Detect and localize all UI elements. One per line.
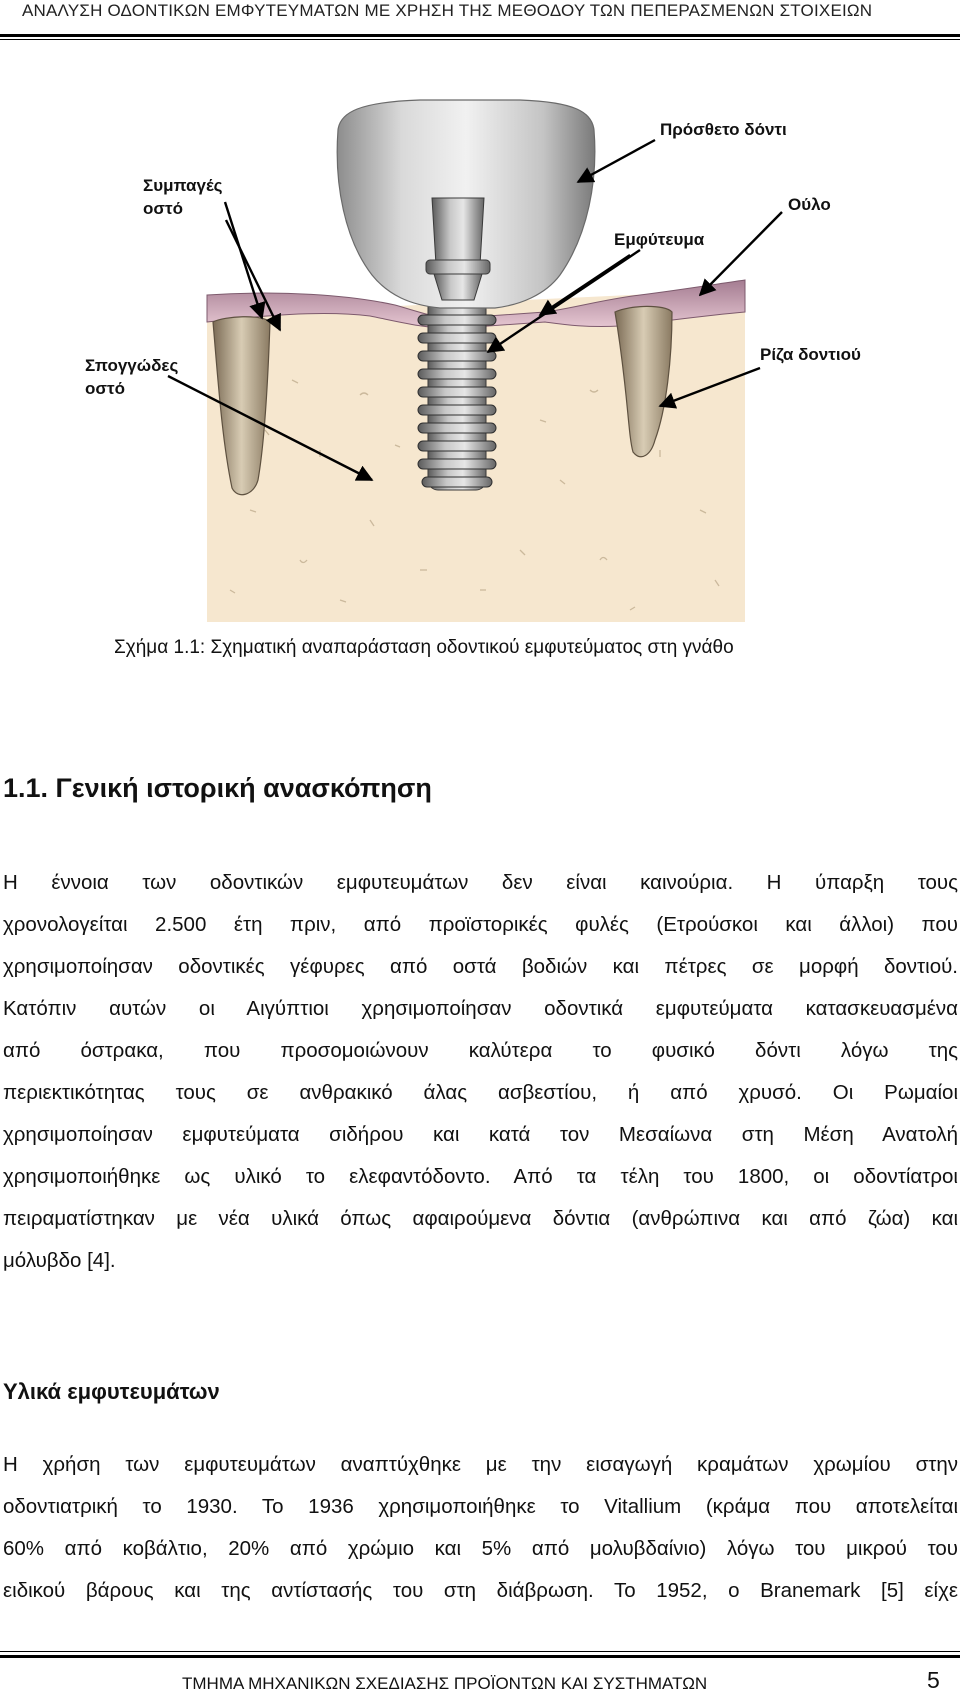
- header-rule-thick: [0, 34, 960, 37]
- paragraph-line: χρησιμοποιήθηκε ως υλικό το ελεφαντόδοντο. Από τα τέλη του 1800, οι οδοντίατροι: [3, 1165, 958, 1188]
- paragraph-line: χρονολογείται 2.500 έτη πριν, από προϊστορικές φυλές (Ετρούσκοι και άλλοι) που: [3, 913, 958, 936]
- paragraph-line: Η έννοια των οδοντικών εμφυτευμάτων δεν είναι καινούρια. Η ύπαρξη τους: [3, 871, 958, 894]
- paragraph-line: μόλυβδο [4].: [3, 1249, 116, 1272]
- figure-caption: Σχήμα 1.1: Σχηματική αναπαράσταση οδοντικού εμφυτεύματος στη γνάθο: [114, 637, 734, 658]
- subsection-heading: Υλικά εμφυτευμάτων: [3, 1379, 220, 1404]
- label-compact-bone-line2: οστό: [143, 199, 183, 218]
- paragraph-line: οδοντιατρική το 1930. Το 1936 χρησιμοποιήθηκε το Vitallium (κράμα που αποτελείται: [3, 1495, 958, 1518]
- paragraph-line: χρησιμοποίησαν οδοντικές γέφυρες από οστά βοδιών και πέτρες σε μορφή δοντιού.: [3, 955, 958, 978]
- label-prosthetic-tooth: Πρόσθετο δόντι: [660, 120, 787, 139]
- paragraph-line: από όστρακα, που προσομοιώνουν καλύτερα το φυσικό δόντι λόγω της: [3, 1039, 958, 1062]
- dental-implant-illustration: [0, 90, 960, 650]
- paragraph-line: χρησιμοποίησαν εμφυτεύματα σιδήρου και κατά τον Μεσαίωνα στη Μέση Ανατολή: [3, 1123, 958, 1146]
- page-number: 5: [927, 1667, 940, 1693]
- paragraph-line: Κατόπιν αυτών οι Αιγύπτιοι χρησιμοποίησαν οδοντικά εμφυτεύματα κατασκευασμένα: [3, 997, 958, 1020]
- dental-implant-figure: [0, 90, 960, 650]
- label-tooth-root: Ρίζα δοντιού: [760, 345, 861, 364]
- paragraph-line: ειδικού βάρους και της αντίστασής του στη διάβρωση. Το 1952, ο Branemark [5] είχε: [3, 1579, 958, 1602]
- label-implant: Εμφύτευμα: [614, 230, 705, 249]
- running-title: ΑΝΑΛΥΣΗ ΟΔΟΝΤΙΚΩΝ ΕΜΦΥΤΕΥΜΑΤΩΝ ΜΕ ΧΡΗΣΗ ΤΗΣ ΜΕΘΟΔΟΥ ΤΩΝ ΠΕΠΕΡΑΣΜΕΝΩΝ ΣΤΟΙΧΕΙΩΝ: [22, 1, 873, 20]
- paragraph-line: πειραματίστηκαν με νέα υλικά όπως αφαιρούμενα δόντια (ανθρώπινα και από ζώα) και: [3, 1207, 958, 1230]
- footer-department: ΤΜΗΜΑ ΜΗΧΑΝΙΚΩΝ ΣΧΕΔΙΑΣΗΣ ΠΡΟΪΟΝΤΩΝ ΚΑΙ ΣΥΣΤΗΜΑΤΩΝ: [182, 1674, 708, 1693]
- label-spongy-bone-line2: οστό: [85, 379, 125, 398]
- header-rule-thin: [0, 39, 960, 40]
- label-spongy-bone-line1: Σπογγώδες: [85, 356, 179, 375]
- label-compact-bone-line1: Συμπαγές: [143, 176, 223, 195]
- paragraph-line: περιεκτικότητας τους σε ανθρακικό άλας ασβεστίου, ή από χρυσό. Οι Ρωμαίοι: [3, 1081, 958, 1104]
- history-paragraph: [3, 862, 958, 1282]
- paragraph-line: 60% από κοβάλτιο, 20% από χρώμιο και 5% από μολυβδαίνιο) λόγω του μικρού του: [3, 1537, 958, 1560]
- paragraph-line: Η χρήση των εμφυτευμάτων αναπτύχθηκε με την εισαγωγή κραμάτων χρωμίου στην: [3, 1453, 958, 1476]
- label-gum: Ούλο: [788, 195, 831, 214]
- page-footer: [0, 1650, 960, 1691]
- materials-paragraph: [3, 1444, 958, 1612]
- section-heading: 1.1. Γενική ιστορική ανασκόπηση: [3, 773, 432, 803]
